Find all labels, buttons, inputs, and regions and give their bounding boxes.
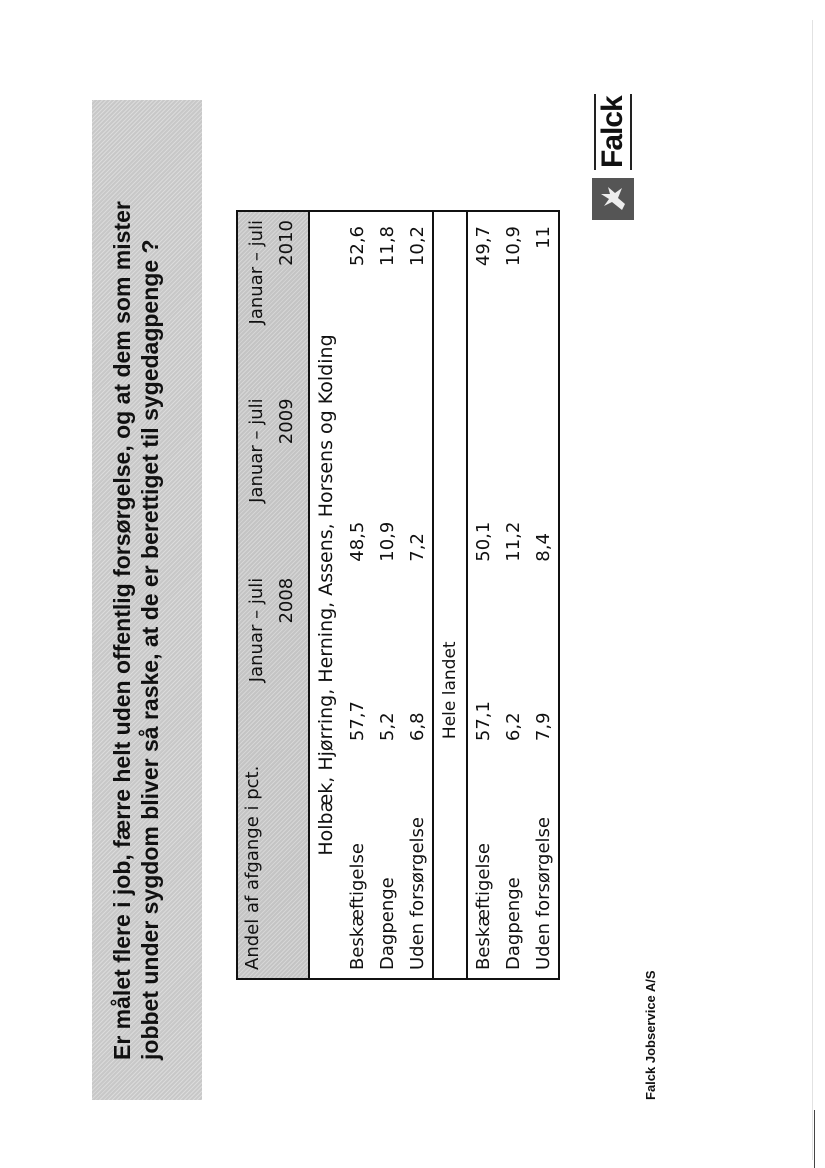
header-year: 2010 bbox=[276, 220, 297, 266]
scan-edge-line bbox=[812, 20, 813, 1160]
rotated-slide bbox=[30, 40, 755, 1100]
cell-2008: 7,9 bbox=[532, 712, 554, 742]
scan-edge-mark bbox=[814, 1110, 815, 1168]
section-heading-municipalities: Holbæk, Hjørring, Herning, Assens, Horsens og Kolding bbox=[315, 334, 337, 856]
section-heading-row bbox=[309, 211, 342, 979]
section-heading-row bbox=[433, 211, 467, 979]
falck-logo-text: Falck bbox=[594, 94, 632, 170]
falck-emblem-icon bbox=[592, 178, 634, 220]
header-period: Januar – juli bbox=[246, 577, 267, 683]
cell-2009: 48,5 bbox=[346, 521, 368, 562]
row-label: Beskæftigelse bbox=[472, 843, 494, 970]
header-period: Januar – juli bbox=[246, 398, 267, 503]
header-year: 2009 bbox=[276, 398, 297, 445]
cell-2008: 6,2 bbox=[502, 712, 524, 742]
header-col-2010 bbox=[237, 211, 309, 390]
cell-2009: 10,9 bbox=[376, 521, 398, 562]
cell-2010: 11 bbox=[532, 226, 554, 249]
row-label: Uden forsørgelse bbox=[532, 817, 554, 970]
table-row bbox=[342, 211, 372, 979]
table-row bbox=[467, 211, 498, 979]
cell-2009: 11,2 bbox=[502, 521, 524, 562]
footer-company: Falck Jobservice A/S bbox=[643, 970, 658, 1100]
cell-2009: 50,1 bbox=[472, 521, 494, 562]
data-table bbox=[236, 210, 560, 980]
row-label: Dagpenge bbox=[502, 877, 524, 970]
table-row bbox=[528, 211, 559, 979]
section-heading-spacer bbox=[433, 749, 467, 979]
cell-2010: 10,9 bbox=[502, 226, 524, 267]
cell-2008: 6,8 bbox=[406, 712, 428, 742]
cell-2009: 8,4 bbox=[532, 533, 554, 562]
table-row bbox=[498, 211, 528, 979]
row-label: Dagpenge bbox=[376, 877, 398, 970]
cell-2008: 57,7 bbox=[346, 701, 368, 742]
row-label: Beskæftigelse bbox=[346, 843, 368, 970]
table-row bbox=[372, 211, 402, 979]
table-row bbox=[402, 211, 433, 979]
title-band bbox=[92, 100, 202, 1100]
header-label: Andel af afgange i pct. bbox=[237, 749, 309, 979]
header-col-2009 bbox=[237, 390, 309, 569]
section-heading-national: Hele landet bbox=[433, 211, 467, 749]
slide-title: Er målet flere i job, færre helt uden offentlig forsørgelse, og at dem som mister jobbet under sygdom bliver så raske, at de er berettiget til sygedagpenge ? bbox=[109, 201, 163, 1060]
cell-2010: 49,7 bbox=[472, 226, 494, 267]
cell-2008: 5,2 bbox=[376, 712, 398, 742]
header-year: 2008 bbox=[276, 577, 297, 624]
header-period: Januar – juli bbox=[246, 220, 267, 325]
cell-2010: 10,2 bbox=[406, 226, 428, 267]
header-col-2008 bbox=[237, 570, 309, 749]
cell-2010: 11,8 bbox=[376, 226, 398, 267]
table-header-row bbox=[237, 211, 309, 979]
cell-2008: 57,1 bbox=[472, 701, 494, 742]
cell-2010: 52,6 bbox=[346, 226, 368, 267]
row-label: Uden forsørgelse bbox=[406, 817, 428, 970]
falck-logo bbox=[592, 94, 634, 220]
cell-2009: 7,2 bbox=[406, 533, 428, 562]
